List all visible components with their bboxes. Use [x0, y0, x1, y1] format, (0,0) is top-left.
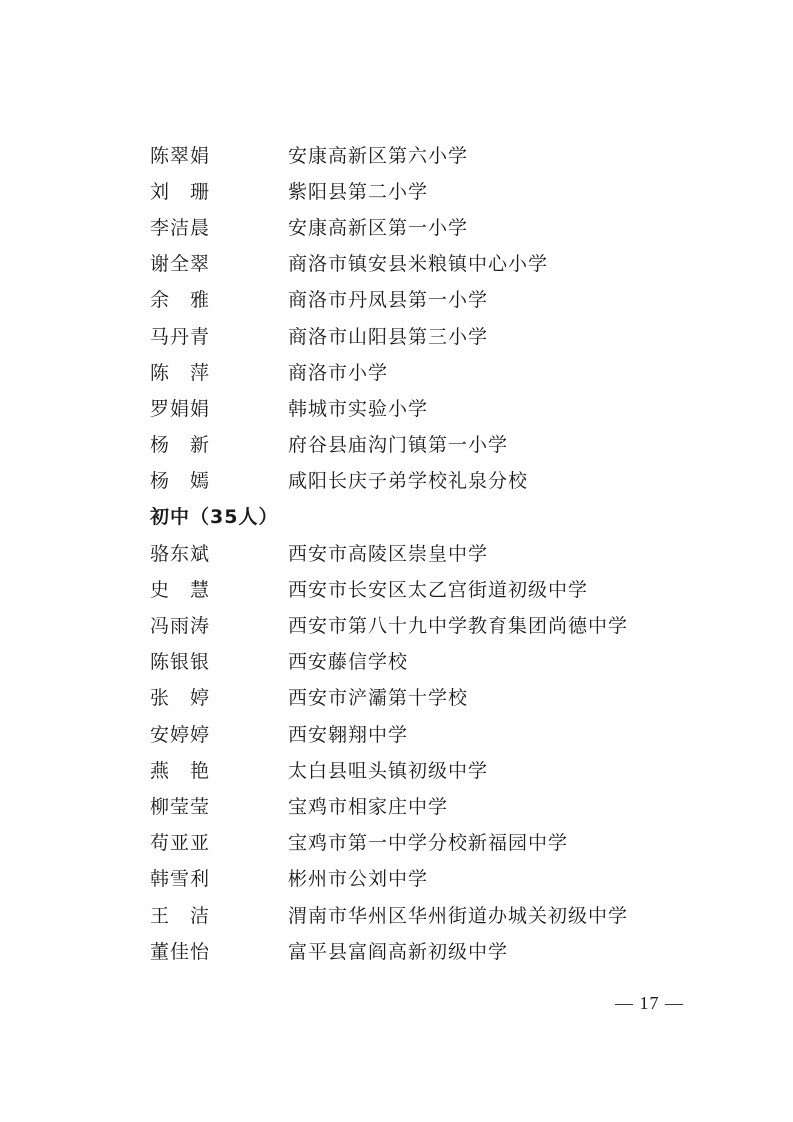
list-item: [150, 824, 710, 860]
school-name: 西安藤信学校: [288, 651, 409, 674]
list-item: [150, 281, 710, 317]
school-name: 韩城市实验小学: [288, 397, 429, 420]
list-item: [150, 136, 710, 172]
list-item: [150, 787, 710, 823]
award-list: [150, 136, 710, 968]
person-name: 冯雨涛: [150, 615, 211, 638]
school-name: 西安市第八十九中学教育集团尚德中学: [288, 615, 629, 638]
school-name: 富平县富阎高新初级中学: [288, 940, 509, 963]
school-name: 安康高新区第一小学: [288, 216, 469, 239]
section-heading: 初中（35人）: [150, 506, 279, 529]
list-item: [150, 715, 710, 751]
person-name: 骆东斌: [150, 542, 211, 565]
list-item: [150, 389, 710, 425]
school-name: 西安市高陵区崇皇中学: [288, 542, 489, 565]
person-name: 安婷婷: [150, 723, 211, 746]
school-name: 商洛市镇安县米粮镇中心小学: [288, 253, 549, 276]
person-name: 罗娟娟: [150, 397, 211, 420]
list-item: [150, 245, 710, 281]
list-item: [150, 462, 710, 498]
list-item: [150, 860, 710, 896]
person-name: 谢全翠: [150, 253, 211, 276]
school-name: 商洛市丹凤县第一小学: [288, 289, 489, 312]
school-name: 西安市长安区太乙宫街道初级中学: [288, 578, 589, 601]
person-name: 张 婷: [150, 687, 211, 710]
person-name: 王 洁: [150, 904, 211, 927]
school-name: 渭南市华州区华州街道办城关初级中学: [288, 904, 629, 927]
person-name: 马丹青: [150, 325, 211, 348]
school-name: 商洛市山阳县第三小学: [288, 325, 489, 348]
person-name: 陈翠娟: [150, 144, 211, 167]
school-name: 西安翱翔中学: [288, 723, 409, 746]
list-item: [150, 643, 710, 679]
list-item: [150, 208, 710, 244]
list-item: [150, 896, 710, 932]
list-item: [150, 172, 710, 208]
list-item: [150, 426, 710, 462]
school-name: 太白县咀头镇初级中学: [288, 759, 489, 782]
school-name: 府谷县庙沟门镇第一小学: [288, 434, 509, 457]
list-item: [150, 932, 710, 968]
person-name: 杨 新: [150, 434, 211, 457]
school-name: 宝鸡市第一中学分校新福园中学: [288, 832, 569, 855]
person-name: 陈银银: [150, 651, 211, 674]
person-name: 陈 萍: [150, 361, 211, 384]
list-item: [150, 353, 710, 389]
school-name: 安康高新区第六小学: [288, 144, 469, 167]
person-name: 杨 嫣: [150, 470, 211, 493]
page-number: — 17 —: [615, 993, 684, 1013]
list-item: [150, 679, 710, 715]
person-name: 史 慧: [150, 578, 211, 601]
school-name: 彬州市公刘中学: [288, 868, 429, 891]
list-item: [150, 570, 710, 606]
person-name: 柳莹莹: [150, 795, 211, 818]
list-item: [150, 317, 710, 353]
person-name: 燕 艳: [150, 759, 211, 782]
person-name: 董佳怡: [150, 940, 211, 963]
school-name: 商洛市小学: [288, 361, 389, 384]
school-name: 咸阳长庆子弟学校礼泉分校: [288, 470, 529, 493]
person-name: 苟亚亚: [150, 832, 211, 855]
school-name: 紫阳县第二小学: [288, 180, 429, 203]
school-name: 西安市浐灞第十学校: [288, 687, 469, 710]
person-name: 韩雪利: [150, 868, 211, 891]
list-item: [150, 606, 710, 642]
person-name: 李洁晨: [150, 216, 211, 239]
list-item: [150, 751, 710, 787]
person-name: 刘 珊: [150, 180, 211, 203]
school-name: 宝鸡市相家庄中学: [288, 795, 449, 818]
list-item: [150, 534, 710, 570]
person-name: 余 雅: [150, 289, 211, 312]
